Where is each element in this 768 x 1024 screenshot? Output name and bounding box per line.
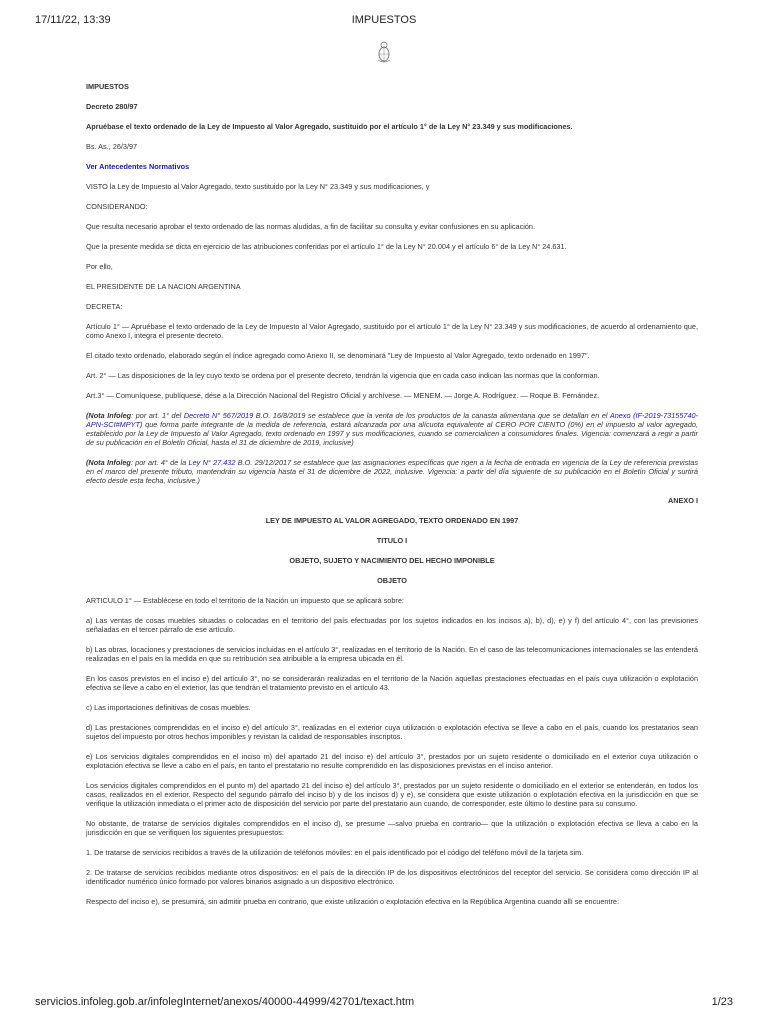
doc-heading: IMPUESTOS [86,82,129,91]
anexo-heading: ANEXO I [667,496,698,505]
anexo-link[interactable]: Anexo (IF-2019-73155740-APN-SCI#MPYT) [86,411,698,429]
antecedentes-link[interactable]: Ver Antecedentes Normativos [86,162,190,171]
articulo-3: Art.3° — Comuníquese, publíquese, dése a la Dirección Nacional del Registro Oficial y archívese. — MENEM. — Jorge A. Rodríguez. — Roque B. Fernández. [86,391,600,400]
titulo-subheading: OBJETO, SUJETO Y NACIMIENTO DEL HECHO IMPONIBLE [289,556,495,565]
nota-infoleg-1: (Nota Infoleg: por art. 1° del Decreto N° 567/2019 B.O. 16/8/2019 se establece que la venta de los productos de la canasta alimentaria que se detallan en el Anexo (IF-2019-73155740-APN-SCI#MPYT) que forma parte integrante de la medida de referencia, estará alcanzada por una alícuota equivalente al CERO POR CIENTO (0%) en el impuesto al valor agregado, establecido por la Ley de Impuesto al Valor Agregado, texto ordenado en 1997 y sus modificaciones, cuando se comercialicen a consumidores finales. Vigencia: comenzará a regir a partir de su publicación en el Boletín Oficial, hasta el 31 de diciembre de 2019, inclusive) [86,411,698,447]
print-header [35,14,733,28]
articulo-2: Art. 2° — Las disposiciones de la ley cuyo texto se ordena por el presente decreto, tendrán la vigencia que en cada caso indican las normas que la conforman. [86,371,600,380]
decree-summary: Apruébase el texto ordenado de la Ley de Impuesto al Valor Agregado, sustituido por el artículo 1° de la Ley N° 23.349 y sus modificaciones. [86,122,573,131]
nota-label: (Nota Infoleg [86,411,132,420]
visto-paragraph: VISTO la Ley de Impuesto al Valor Agregado, texto sustituido por la Ley N° 23.349 y sus modificaciones, y [86,182,430,191]
articulo-1-b: El citado texto ordenado, elaborado según el índice agregado como Anexo II, se denominará "Ley de Impuesto al Valor Agregado, texto ordenado en 1997". [86,351,590,360]
articulo-1: Artículo 1° — Apruébase el texto ordenado de la Ley de Impuesto al Valor Agregado, sustituido por el artículo 1° de la Ley N° 23.349 y sus modificaciones, de acuerdo al ordenamiento que, como Anexo I, integra el presente decreto. [86,322,698,340]
ley-title: LEY DE IMPUESTO AL VALOR AGREGADO, TEXTO ORDENADO EN 1997 [265,516,519,525]
ley-articulo-1: ARTICULO 1° — Establécese en todo el territorio de la Nación un impuesto que se aplicará sobre: [86,596,404,605]
page-url: servicios.infoleg.gob.ar/infolegInternet/anexos/40000-44999/42701/texact.htm [35,996,415,1008]
considerando-1: Que resulta necesario aprobar el texto ordenado de las normas aludidas, a fin de facilitar su consulta y evitar confusiones en su aplicación. [86,222,536,231]
presupuesto-1: 1. De tratarse de servicios recibidos a través de la utilización de teléfonos móviles: en el país identificado por el código del teléfono móvil de la tarjeta sim. [86,848,584,857]
inciso-b: b) Las obras, locaciones y prestaciones de servicios incluidas en el artículo 3°, realizadas en el territorio de la Nación. En el caso de las telecomunicaciones internacionales se las entenderá realizadas en el país en la medida en que su retribución sea atribuible a la empresa ubicada en él. [86,645,698,663]
print-datetime: 17/11/22, 13:39 [35,14,111,26]
titulo-heading: TITULO I [376,536,408,545]
place-date: Bs. As., 26/3/97 [86,142,138,151]
inciso-a: a) Las ventas de cosas muebles situadas o colocadas en el territorio del país efectuadas por los sujetos indicados en los incisos a), b), d), e) y f) del artículo 4°, con las previsiones señaladas en el tercer párrafo de ese artículo. [86,616,698,634]
decreto-567-link[interactable]: Decreto N° 567/2019 [183,411,254,420]
presupuesto-2: 2. De tratarse de servicios recibidos mediante otros dispositivos: en el país de la dirección IP de los dispositivos electrónicos del receptor del servicio. Se considera como dirección IP al identificador numérico único formado por valores binarios asignado a un dispositivo electrónico. [86,868,698,886]
document-body [86,82,698,917]
inciso-e-2: Los servicios digitales comprendidos en el punto m) del apartado 21 del inciso e) del artículo 3°, prestados por un sujeto residente o domiciliado en el exterior se entenderán, en todos los casos, realizados en el exterior. Respecto del segundo párrafo del inciso b) y de los incisos d) y e), se considera que existe utilización o explotación efectiva en la jurisdicción en que se verifique la utilización inmediata o el primer acto de disposición del servicio por parte del prestatario aun cuando, de corresponder, este último lo destine para su consumo. [86,781,698,808]
ley-27432-link[interactable]: Ley N° 27.432 [188,458,236,467]
presidente: EL PRESIDENTE DE LA NACION ARGENTINA [86,282,241,291]
print-footer [35,996,733,1010]
inciso-e: e) Los servicios digitales comprendidos en el inciso m) del apartado 21 del inciso e) del artículo 3°, prestados por un sujeto residente o domiciliado en el exterior cuya utilización o explotación efectiva se lleve a cabo en el país, en tanto el prestatario no resulte comprendido en las disposiciones previstas en el inciso anterior. [86,752,698,770]
objeto-heading: OBJETO [377,576,407,585]
print-title: IMPUESTOS [351,14,417,26]
page-number: 1/23 [711,996,733,1008]
decreta: DECRETA: [86,302,123,311]
nota-label: (Nota Infoleg [86,458,131,467]
coat-of-arms-icon [376,40,392,64]
inciso-b-2: En los casos previstos en el inciso e) del artículo 3°, no se considerarán realizadas en el territorio de la Nación aquellas prestaciones efectuadas en el país cuya utilización o explotación efectiva se lleve a cabo en el exterior, las que tendrán el tratamiento previsto en el artículo 43. [86,674,698,692]
considerando-2: Que la presente medida se dicta en ejercicio de las atribuciones conferidas por el artículo 1° de la Ley N° 20.004 y el artículo 6° de la Ley N° 24.631. [86,242,567,251]
inciso-d: d) Las prestaciones comprendidas en el inciso e) del artículo 3°, realizadas en el exterior cuya utilización o explotación efectiva se lleve a cabo en el país, cuando los prestatarios sean sujetos del impuesto por otros hechos imponibles y revistan la calidad de responsables inscriptos. [86,723,698,741]
inciso-e-3: No obstante, de tratarse de servicios digitales comprendidos en el inciso d), se presume —salvo prueba en contrario— que la utilización o explotación efectiva se lleva a cabo en la jurisdicción en que se verifiquen los siguientes presupuestos: [86,819,698,837]
nota-infoleg-2: (Nota Infoleg: por art. 4° de la Ley N° 27.432 B.O. 29/12/2017 se establece que las asignaciones específicas que rigen a la fecha de entrada en vigencia de la Ley de referencia previstas en el marco del presente tributo, mantendrán su vigencia hasta el 31 de diciembre de 2022, inclusive. Vigencia: a partir del día siguiente de su publicación en el Boletín Oficial y surtirá efecto desde esta fecha, inclusive.) [86,458,698,485]
considerando-label: CONSIDERANDO: [86,202,148,211]
decree-number: Decreto 280/97 [86,102,138,111]
inciso-c: c) Las importaciones definitivas de cosas muebles. [86,703,251,712]
por-ello: Por ello, [86,262,113,271]
last-paragraph: Respecto del inciso e), se presumirá, sin admitir prueba en contrario, que existe utilización o explotación efectiva en la República Argentina cuando allí se encuentre: [86,897,619,906]
